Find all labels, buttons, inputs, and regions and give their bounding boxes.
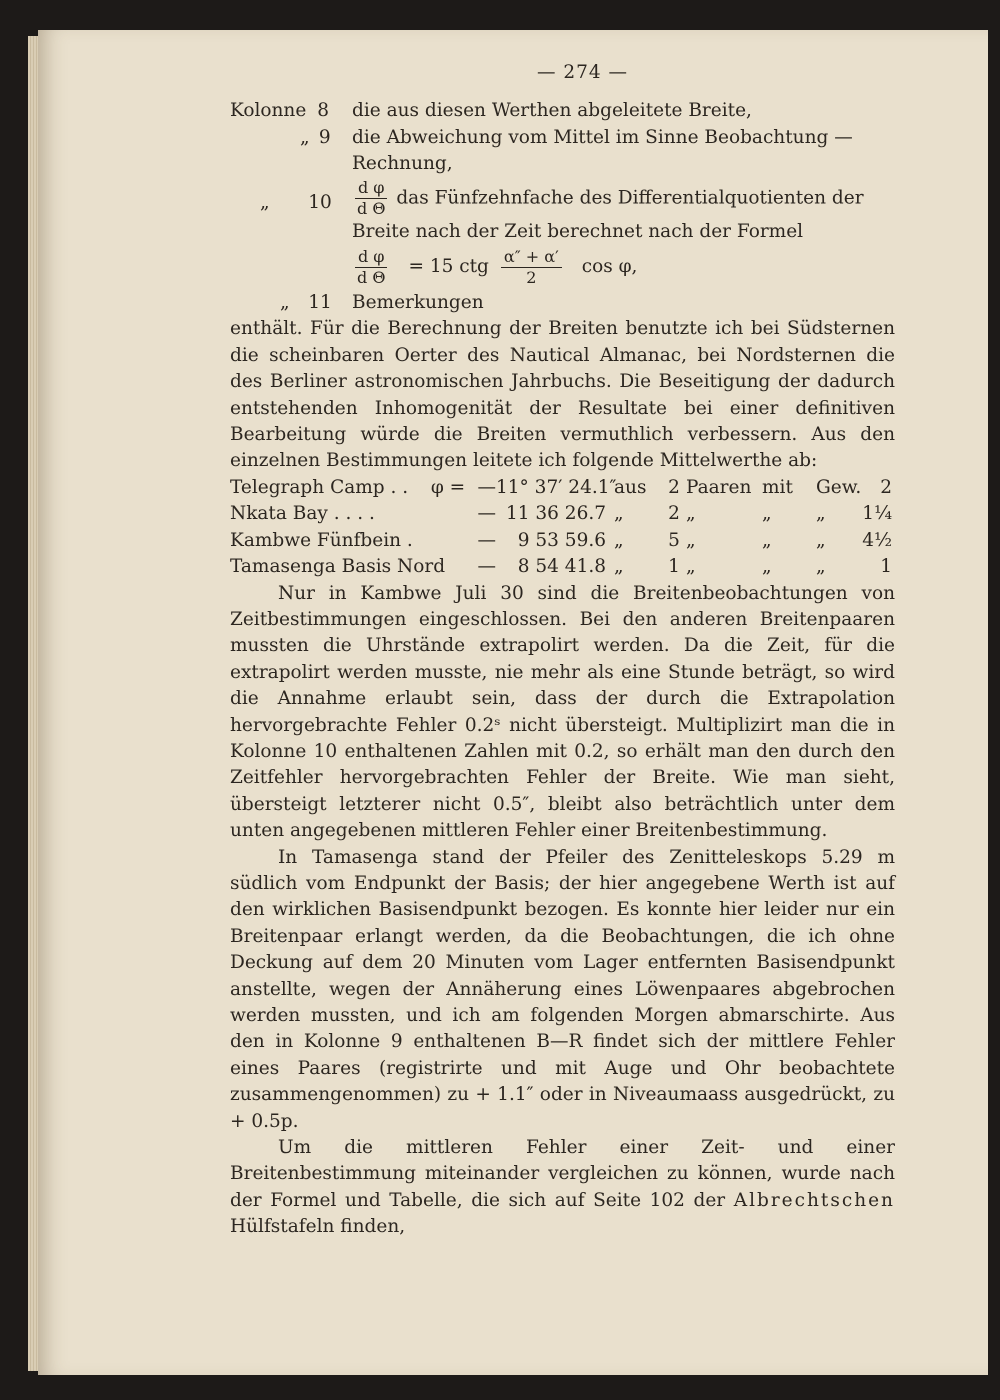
table-row: Tamasenga Basis Nord — 8 54 41.8 „ 1 „ „ „ 1 — [230, 556, 892, 578]
def-number: 10 — [308, 191, 332, 213]
formula-eq: = 15 ctg — [408, 256, 489, 278]
derivative-fraction: $\frac{\text{d φ}}{\text{d Θ}}$ — [354, 178, 388, 219]
definition-11 — [230, 290, 895, 316]
paragraph-2: Nur in Kambwe Juli 30 sind die Breitenbeobachtungen von Zeitbestimmungen eingeschlossen. Bei den anderen Breitenpaaren mussten die Uhrstände extrapolirt werden. Da die Zeit, für die extrapolirt werden musste, nie mehr als eine Stunde beträgt, so wird die Annahme erlaubt sein, dass der durch die Extrapolation hervorgebrachte Fehler 0.2ˢ nicht übersteigt. Multiplizirt man die in Kolonne 10 enthaltenen Zahlen mit 0.2, so erhält man den durch den Zeitfehler hervorgebrachten Fehler der Breite. Wie man sieht, übersteigt letzterer nicht 0.5″, bleibt also beträchtlich unter dem unten angegebenen mittleren Fehler einer Breitenbestimmung. — [230, 582, 895, 842]
def-text: die Abweichung vom Mittel im Sinne Beobachtung — Rechnung, — [352, 126, 853, 175]
table-row: Kambwe Fünfbein . — 9 53 59.6 „ 5 „ „ „ 4½ — [230, 529, 892, 551]
definition-8 — [230, 98, 895, 124]
def-label: „ — [280, 292, 290, 314]
page-number: — 274 — — [536, 62, 629, 83]
def-text: Bemerkungen — [352, 292, 484, 314]
definition-10 — [230, 178, 895, 245]
def-number: 9 — [318, 126, 331, 148]
formula-rhs: cos φ, — [581, 256, 638, 278]
para4-start: Um die mittleren Fehler einer Zeit- und einer Breitenbestimmung miteinander vergleichen zu können, wurde nach der Formel und Tabelle, die sich auf Seite 102 der — [230, 1137, 895, 1211]
latitude-table — [230, 475, 895, 581]
formula-mid: $\frac{\alpha'' + \alpha'}{2}$ — [501, 247, 572, 288]
def-label: „ — [300, 126, 310, 148]
paragraph-3: In Tamasenga stand der Pfeiler des Zenitteleskops 5.29 m südlich vom Endpunkt der Basis; der hier angegebene Werth ist auf den wirklichen Basisendpunkt bezogen. Es konnte hier leider nur ein Breitenpaar erlangt werden, da die Beobachtungen, die ich ohne Deckung auf dem 20 Minuten vom Lager entfernten Basisendpunkt anstellte, wegen der Annäherung eines Löwenpaares abgebrochen werden mussten, und ich am folgenden Morgen abmarschirte. Aus den in Kolonne 9 enthaltenen B—R findet sich der mittlere Fehler eines Paares (registrirte und mit Auge und Ohr beobachtete zusammengenommen) zu + 1.1″ oder in Niveaumaass ausgedrückt, zu + 0.5p. — [230, 846, 895, 1132]
paragraph-1: enthält. Für die Berechnung der Breiten benutzte ich bei Südsternen die scheinbaren Oerter des Nautical Almanac, bei Nordsternen die des Berliner astronomischen Jahrbuchs. Die Beseitigung der dadurch entstehenden Inhomogenität der Resultate bei einer definitiven Bearbeitung würde die Breiten vermuthlich verbessern. Aus den einzelnen Bestimmungen leitete ich folgende Mittelwerthe ab: — [230, 318, 895, 472]
def-number: 11 — [308, 292, 332, 314]
table-row: Telegraph Camp . . φ = — 11° 37′ 24.1″ aus 2 Paaren mit Gew. 2 — [230, 476, 892, 498]
def-text: das Fünfzehnfache des Differentialquotienten der Breite nach der Zeit berechnet nach der Formel — [352, 187, 864, 242]
def-number: 8 — [317, 100, 330, 122]
para4-end: Hülfstafeln finden, — [230, 1216, 406, 1238]
definition-9 — [230, 125, 895, 178]
formula-lhs: $\frac{\text{d φ}}{\text{d Θ}}$ — [354, 247, 398, 288]
page-content — [230, 60, 895, 1241]
para4-name: Albrechtschen — [733, 1189, 895, 1211]
table-row: Nkata Bay . . . . — 11 36 26.7 „ 2 „ „ „ 1¼ — [230, 503, 892, 525]
def-label: „ — [260, 191, 270, 213]
def-text: die aus diesen Werthen abgeleitete Breite, — [352, 100, 752, 122]
paragraph-4 — [230, 1135, 895, 1241]
latitude-formula — [230, 247, 895, 288]
def-label: Kolonne — [230, 100, 307, 122]
